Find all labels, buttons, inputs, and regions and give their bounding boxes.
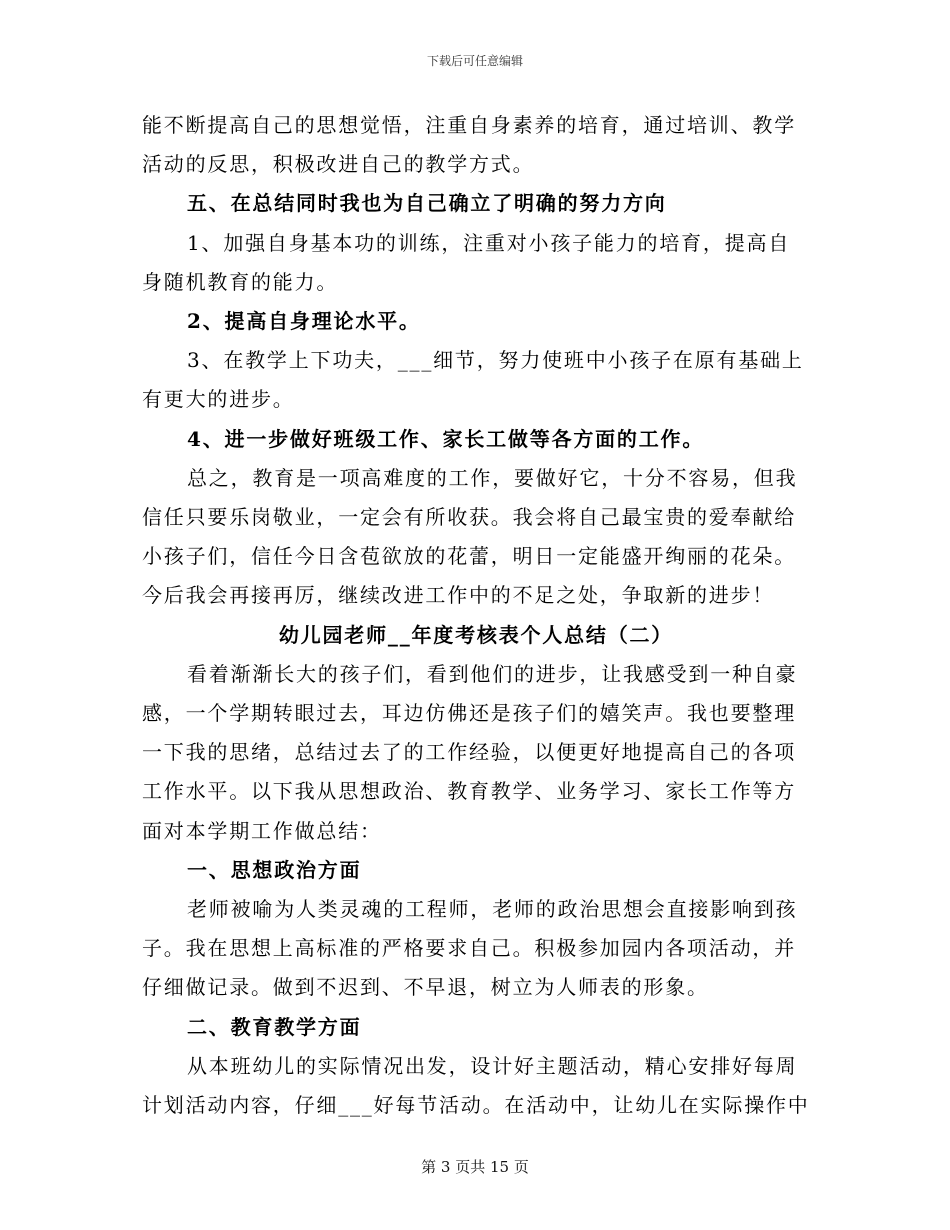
section-heading: 4、进一步做好班级工作、家长工做等各方面的工作。 (187, 426, 705, 451)
page-header: 下载后可任意编辑 (426, 54, 523, 68)
document-title: 幼儿园老师__年度考核表个人总结（二） (278, 622, 674, 647)
paragraph: 3、在教学上下功夫，___细节，努力使班中小孩子在原有基础上有更大的进步。 (142, 348, 804, 412)
paragraph: 从本班幼儿的实际情况出发，设计好主题活动，精心安排好每周计划活动内容，仔细___好每节活动。在活动中，让幼儿在实际操作中 (142, 1053, 810, 1118)
paragraph: 看着渐渐长大的孩子们，看到他们的进步，让我感受到一种自豪感，一个学期转眼过去，耳边仿佛还是孩子们的嬉笑声。我也要整理一下我的思绪，总结过去了的工作经验，以便更好地提高自己的各项工作水平。以下我从思想政治、教育教学、业务学习、家长工作等方面对本学期工作做总结： (142, 661, 798, 843)
page-footer: 第 3 页共 15 页 (421, 1158, 529, 1176)
document-body (142, 106, 810, 1125)
section-heading: 五、在总结同时我也为自己确立了明确的努力方向 (187, 191, 667, 216)
section-heading: 2、提高自身理论水平。 (187, 309, 421, 334)
section-heading: 二、教育教学方面 (187, 1014, 362, 1039)
paragraph: 老师被喻为人类灵魂的工程师，老师的政治思想会直接影响到孩子。我在思想上高标准的严格要求自己。积极参加园内各项活动，并仔细做记录。做到不迟到、不早退，树立为人师表的形象。 (142, 897, 798, 1000)
paragraph: 总之，教育是一项高难度的工作，要做好它，十分不容易，但我信任只要乐岗敬业，一定会有所收获。我会将自己最宝贵的爱奉献给小孩子们，信任今日含苞欲放的花蕾，明日一定能盛开绚丽的花朵。今后我会再接再厉，继续改进工作中的不足之处，争取新的进步！ (142, 465, 798, 608)
paragraph: 能不断提高自己的思想觉悟，注重自身素养的培育，通过培训、教学活动的反思，积极改进自己的教学方式。 (142, 113, 796, 177)
paragraph: 1、加强自身基本功的训练，注重对小孩子能力的培育，提高自身随机教育的能力。 (142, 230, 791, 294)
section-heading: 一、思想政治方面 (187, 857, 362, 882)
